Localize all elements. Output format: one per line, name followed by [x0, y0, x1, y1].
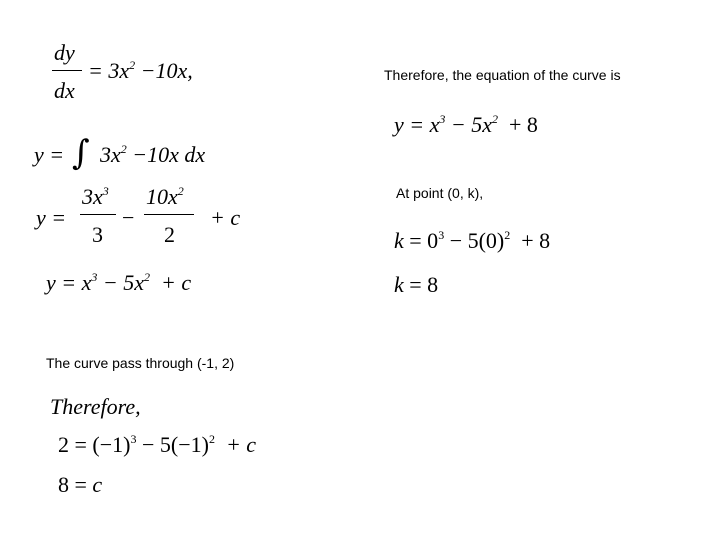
- fractions-minus: −: [122, 205, 135, 230]
- curve-heading: Therefore, the equation of the curve is: [384, 67, 621, 83]
- curve-equation: $y = x^3 - 5x^2 + 8$: [394, 112, 538, 137]
- deriv-fraction-bar: [52, 70, 82, 71]
- integral-lhs: y =: [34, 142, 65, 167]
- deriv-rhs: = $3x^2 -10x$,: [88, 58, 193, 83]
- antiderivative-result: $y = x^3 - 5x^2 + c$: [46, 270, 192, 295]
- pass-through-text: The curve pass through (-1, 2): [46, 355, 235, 371]
- deriv-numerator: dy: [54, 40, 75, 65]
- integral-sign: ∫: [72, 133, 90, 173]
- fraction2-bar: [144, 214, 194, 215]
- fraction1-bar: [80, 214, 116, 215]
- point-text: At point (0, k),: [396, 185, 484, 201]
- fraction2-denominator: 2: [164, 222, 175, 247]
- fractions-lhs: y =: [36, 205, 67, 230]
- k-substitution: $k = 0^3 - 5(0)^2 + 8$: [394, 228, 551, 253]
- k-value: k = 8: [394, 272, 439, 297]
- therefore-label: Therefore,: [50, 394, 141, 419]
- integral-body: $3x^2 -10x$ dx: [100, 142, 206, 167]
- fractions-tail: + c: [210, 205, 241, 230]
- fraction2-numerator: $10x^2$: [146, 184, 184, 209]
- substitution-equation: $2 = (-1)^3 - 5(-1)^2 + c$: [58, 432, 257, 457]
- fraction1-numerator: $3x^3$: [82, 184, 109, 209]
- deriv-denominator: dx: [54, 78, 75, 103]
- fraction1-denominator: 3: [92, 222, 103, 247]
- constant-value: 8 = c: [58, 472, 103, 497]
